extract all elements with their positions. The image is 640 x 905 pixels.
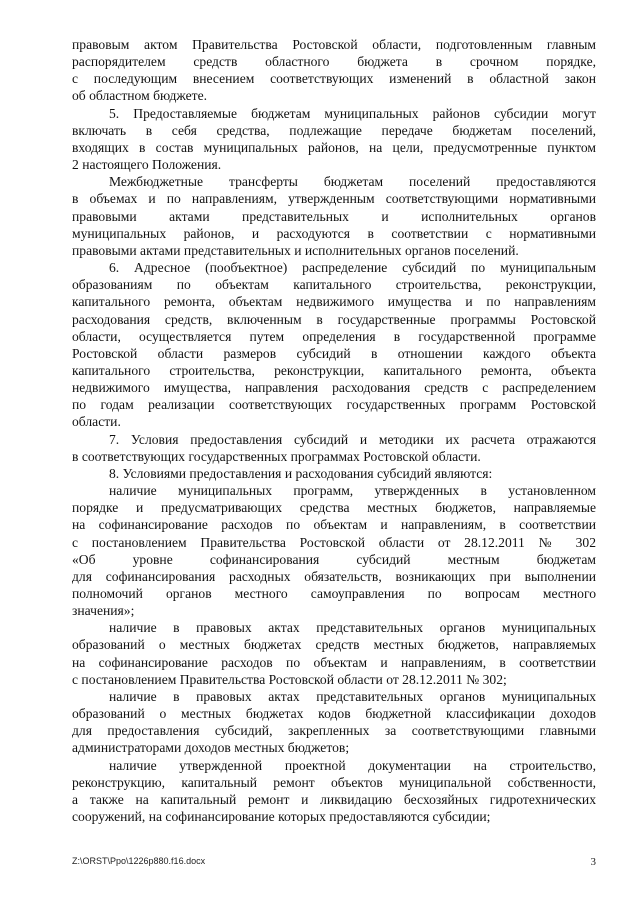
text-line: 2 настоящего Положения.: [72, 157, 222, 173]
paragraph: [72, 465, 596, 482]
text-line: сооружений, на софинансирование которых предоставляются субсидии;: [72, 809, 491, 825]
text-line: муниципальных районов, и расходуются в соответствии с нормативными: [72, 225, 596, 241]
paragraph: [72, 688, 596, 757]
text-line: 6. Адресное (пообъектное) распределение субсидий по муниципальным: [109, 260, 596, 276]
text-line: наличие муниципальных программ, утвержденных в установленном: [109, 483, 596, 499]
text-line: в соответствующих государственных программах Ростовской области.: [72, 448, 481, 464]
body-text: [72, 36, 596, 825]
text-line: 7. Условия предоставления субсидий и методики их расчета отражаются: [109, 431, 596, 447]
text-line: для предоставления субсидий, закрепленных за соответствующими главными: [72, 723, 596, 739]
text-line: с постановлением Правительства Ростовской области от 28.12.2011 № 302: [72, 534, 596, 550]
text-line: капитального строительства, реконструкции, капитального ремонта, объекта: [72, 362, 596, 378]
text-line: наличие в правовых актах представительных органов муниципальных: [109, 620, 596, 636]
footer-file-path: Z:\ORST\Ppo\1226p880.f16.docx: [72, 856, 206, 866]
text-line: по годам реализации соответствующих государственных программ Ростовской: [72, 397, 596, 413]
text-line: правовым актом Правительства Ростовской области, подготовленным главным: [72, 37, 596, 52]
text-line: реконструкцию, капитальный ремонт объектов муниципальной собственности,: [72, 774, 596, 790]
text-line: наличие в правовых актах представительных органов муниципальных: [109, 688, 596, 704]
text-line: 8. Условиями предоставления и расходования субсидий являются:: [109, 465, 493, 481]
text-line: капитального ремонта, объектам недвижимого имущества и по направлениям: [72, 294, 596, 310]
text-line: правовыми актами представительных и исполнительных органов: [72, 208, 596, 224]
text-line: полномочий органов местного самоуправления по вопросам местного: [72, 586, 596, 601]
text-line: распорядителем средств областного бюджета в срочном порядке,: [72, 54, 596, 70]
page-number: 3: [590, 856, 596, 868]
text-line: 5. Предоставляемые бюджетам муниципальных районов субсидии могут: [109, 105, 596, 121]
paragraph: [72, 36, 596, 105]
paragraph: [72, 757, 596, 826]
paragraph: [72, 173, 596, 259]
text-line: включать в себя средства, подлежащие передаче бюджетам поселений,: [72, 122, 596, 138]
text-line: недвижимого имущества, направления расходования средств с распределением: [72, 380, 596, 396]
text-line: наличие утвержденной проектной документации на строительство,: [109, 757, 596, 773]
text-line: на софинансирование расходов по объектам и направлениям, в соответствии: [72, 517, 596, 533]
text-line: с последующим внесением соответствующих изменений в областной закон: [72, 71, 596, 87]
text-line: на софинансирование расходов по объектам и направлениям, в соответствии: [72, 654, 596, 670]
text-line: для софинансирования расходных обязательств, возникающих при выполнении: [72, 568, 596, 584]
text-line: значения»;: [72, 603, 135, 619]
text-line: области.: [72, 414, 121, 430]
text-line: правовыми актами представительных и исполнительных органов поселений.: [72, 242, 519, 258]
text-line: порядке и предусматривающих средства местных бюджетов, направляемые: [72, 500, 596, 516]
text-line: об областном бюджете.: [72, 88, 208, 104]
text-line: в объемах и по направлениям, утвержденным соответствующими нормативными: [72, 191, 596, 207]
paragraph: [72, 619, 596, 688]
text-line: образованиям по объектам капитального строительства, реконструкции,: [72, 277, 596, 293]
text-line: входящих в состав муниципальных районов, на цели, предусмотренные пунктом: [72, 139, 596, 155]
text-line: области, осуществляется путем определения в государственной программе: [72, 328, 596, 344]
paragraph: [72, 431, 596, 465]
text-line: администраторами доходов местных бюджетов;: [72, 740, 350, 756]
text-line: а также на капитальный ремонт и ликвидацию бесхозяйных гидротехнических: [72, 791, 596, 807]
text-line: с постановлением Правительства Ростовской области от 28.12.2011 № 302;: [72, 671, 507, 687]
text-line: образований о местных бюджетах средств местных бюджетов, направляемых: [72, 637, 596, 653]
paragraph: [72, 105, 596, 174]
paragraph: [72, 482, 596, 619]
text-line: «Об уровне софинансирования субсидий местным бюджетам: [72, 551, 596, 567]
text-line: образований о местных бюджетах кодов бюджетной классификации доходов: [72, 706, 596, 722]
text-line: Межбюджетные трансферты бюджетам поселений предоставляются: [109, 174, 596, 190]
text-line: расходования средств, включенным в государственные программы Ростовской: [72, 311, 596, 327]
text-line: Ростовской области размеров субсидий в отношении каждого объекта: [72, 345, 596, 361]
paragraph: [72, 259, 596, 431]
